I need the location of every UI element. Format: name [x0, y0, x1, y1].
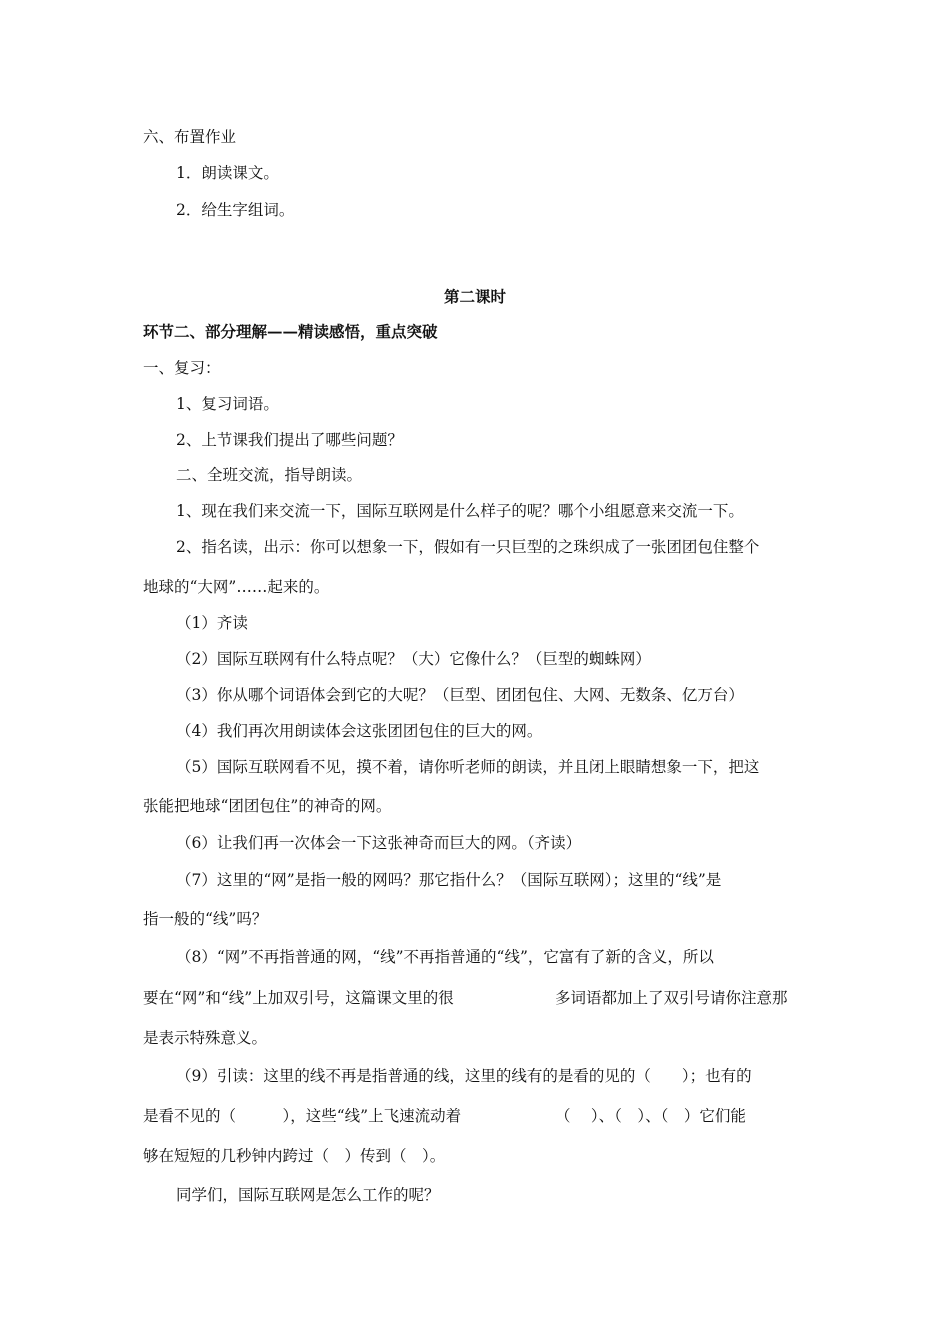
step-8-line-2a: 要在“网”和“线”上加双引号，这篇课文里的很 [143, 989, 454, 1007]
step-5-line-2: 张能把地球“团团包住”的神奇的网。 [143, 797, 392, 815]
paragraph-2-line-2: 地球的“大网”……起来的。 [143, 578, 330, 596]
step-7-line-1: （7）这里的“网”是指一般的网吗？那它指什么？（国际互联网）；这里的“线”是 [176, 871, 722, 889]
step-9-line-2a: 是看不见的（ ），这些“线”上飞速流动着 [143, 1107, 462, 1125]
step-3: （3）你从哪个词语体会到它的大呢？（巨型、团团包住、大网、无数条、亿万台） [176, 686, 744, 704]
segment-title: 环节二、部分理解——精读感悟，重点突破 [143, 322, 438, 341]
step-5-line-1: （5）国际互联网看不见，摸不着，请你听老师的朗读，并且闭上眼睛想象一下，把这 [176, 758, 760, 776]
step-6: （6）让我们再一次体会一下这张神奇而巨大的网。（齐读） [176, 834, 582, 852]
review-item-1: 1、复习词语。 [176, 395, 279, 413]
review-item-2: 2、上节课我们提出了哪些问题？ [176, 431, 403, 449]
section-six-heading: 六、布置作业 [143, 128, 237, 146]
step-7-line-2: 指一般的“线”吗？ [143, 910, 268, 928]
paragraph-2-line-1: 2、指名读，出示：你可以想象一下，假如有一只巨型的之珠织成了一张团团包住整个 [176, 538, 760, 556]
paragraph-1: 1、现在我们来交流一下，国际互联网是什么样子的呢？哪个小组愿意来交流一下。 [176, 502, 744, 520]
homework-item-2: 2．给生字组词。 [176, 201, 295, 219]
step-9-line-1: （9）引读：这里的线不再是指普通的线，这里的线有的是看的见的（ ）；也有的 [176, 1067, 752, 1085]
step-8-line-2b: 多词语都加上了双引号请你注意那 [555, 989, 788, 1007]
step-9-line-3: 够在短短的几秒钟内跨过（ ）传到（ ）。 [143, 1147, 446, 1165]
step-9-line-2b: （ ）、（ ）、（ ）它们能 [555, 1107, 746, 1125]
exchange-heading: 二、全班交流，指导朗读。 [176, 466, 363, 484]
homework-item-1: 1．朗读课文。 [176, 164, 279, 182]
step-1: （1）齐读 [176, 614, 248, 632]
lesson-title: 第二课时 [443, 287, 506, 306]
closing-question: 同学们，国际互联网是怎么工作的呢？ [176, 1186, 440, 1204]
step-4: （4）我们再次用朗读体会这张团团包住的巨大的网。 [176, 722, 543, 740]
step-8-line-1: （8）“网”不再指普通的网，“线”不再指普通的“线”，它富有了新的含义，所以 [176, 948, 714, 966]
step-8-line-3: 是表示特殊意义。 [143, 1029, 268, 1047]
review-heading: 一、复习： [143, 359, 221, 377]
step-2: （2）国际互联网有什么特点呢？（大）它像什么？（巨型的蜘蛛网） [176, 650, 651, 668]
